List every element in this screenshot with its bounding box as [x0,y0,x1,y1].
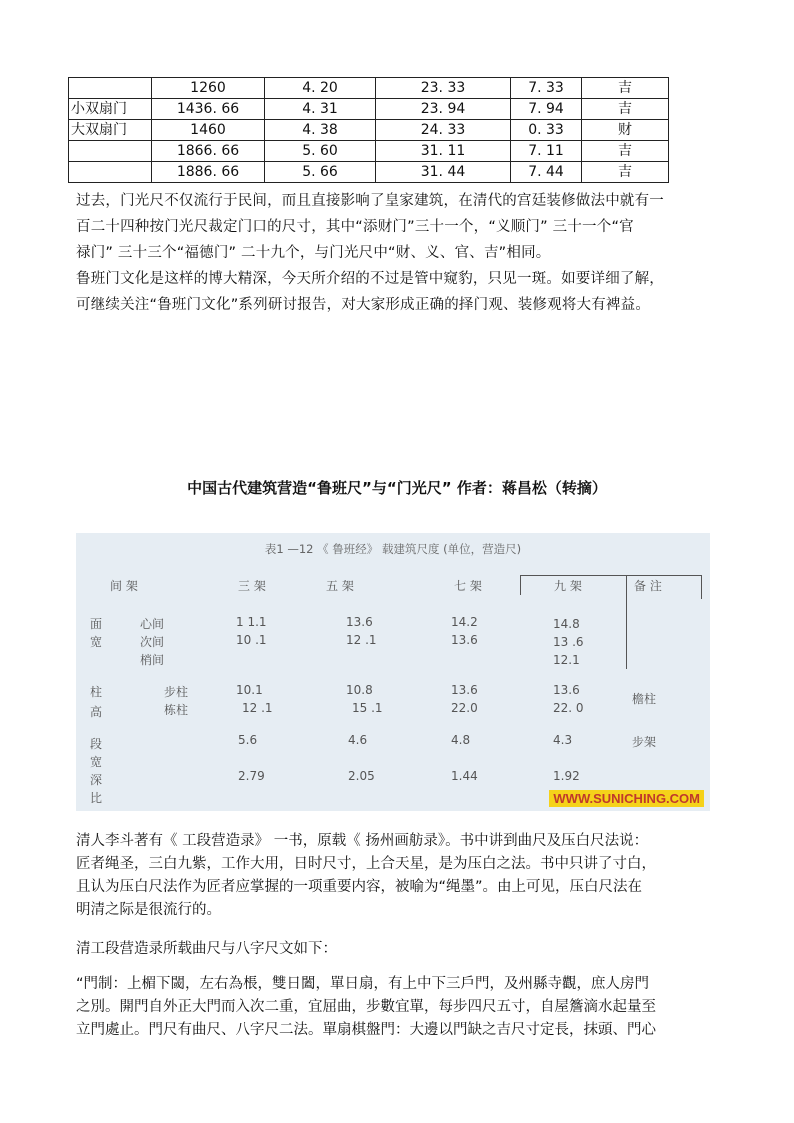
size-cell: 1436. 66 [152,99,265,120]
result-cell: 财 [582,120,669,141]
table-row [69,99,669,120]
data-cell: 15 .1 [352,701,383,715]
value-cell: 23. 33 [376,78,511,99]
row-label [69,162,152,183]
row-label: 小双扇门 [69,99,152,120]
data-cell: 13.6 [346,615,373,629]
table-row [69,78,669,99]
article-title: 中国古代建筑营造“鲁班尺”与“门光尺” 作者：蒋昌松（转摘） [187,479,607,497]
header-sanjia: 三 架 [238,579,266,593]
data-cell: 4.6 [348,733,368,747]
paragraph-classical-text [76,973,718,1042]
header-qijia: 七 架 [454,579,482,593]
figure-rule [626,575,627,669]
text-line: 百二十四种按门光尺裁定门口的尺寸，其中“添财门”三十一个，“义顺门” 三十一个“官 [76,219,634,235]
text-line: 可继续关注“鲁班门文化”系列研讨报告，对大家形成正确的择门观、装修观将大有裨益。 [76,297,651,313]
text-line: “門制：上楣下閾，左右為棖，雙日闔，單日扇，有上中下三戶門，及州縣寺觀，庶人房門 [76,976,650,992]
figure-rule [520,575,702,576]
value-cell: 4. 31 [265,99,376,120]
group-label: 高 [90,705,103,719]
table-row [69,120,669,141]
data-cell: 14.8 [553,617,580,631]
row-label [69,78,152,99]
table-row [69,141,669,162]
text-line: 立門處止。門尺有曲尺、八字尺二法。單扇棋盤門：大邊以門缺之吉尺寸定長，抹頭、門心 [76,1022,656,1038]
value-cell: 7. 33 [511,78,582,99]
value-cell: 5. 66 [265,162,376,183]
result-cell: 吉 [582,99,669,120]
row-name: 栋柱 [164,703,189,717]
group-label: 段 [90,737,103,751]
group-label: 宽 [90,635,103,649]
result-cell: 吉 [582,78,669,99]
data-cell: 13 .6 [553,635,584,649]
data-cell: 1.44 [451,769,478,783]
result-cell: 吉 [582,141,669,162]
value-cell: 7. 11 [511,141,582,162]
note-cell: 檐柱 [632,692,657,706]
paragraph-intro-quote [76,938,718,961]
data-cell: 4.8 [451,733,471,747]
value-cell: 24. 33 [376,120,511,141]
figure-rule [520,575,521,595]
text-line: 明清之际是很流行的。 [76,902,221,918]
data-cell: 4.3 [553,733,573,747]
data-cell: 2.05 [348,769,375,783]
header-jiujia: 九 架 [554,579,582,593]
value-cell: 0. 33 [511,120,582,141]
data-cell: 5.6 [238,733,258,747]
data-cell: 1 1.1 [236,615,267,629]
text-line: 清人李斗著有《 工段营造录》 一书，原载《 扬州画舫录》。书中讲到曲尺及压白尺法说： [76,833,649,849]
data-cell: 10.8 [346,683,373,697]
text-line: 清工段营造录所载曲尺与八字尺文如下： [76,941,337,957]
group-label: 宽 [90,755,103,769]
row-label [69,141,152,162]
result-cell: 吉 [582,162,669,183]
data-cell: 1.92 [553,769,580,783]
data-cell: 2.79 [238,769,265,783]
group-label: 面 [90,617,103,631]
watermark-badge: WWW.SUNICHING.COM [549,790,704,807]
value-cell: 31. 44 [376,162,511,183]
row-label: 大双扇门 [69,120,152,141]
data-cell: 22.0 [451,701,478,715]
data-cell: 22. 0 [553,701,584,715]
value-cell: 31. 11 [376,141,511,162]
value-cell: 23. 94 [376,99,511,120]
value-cell: 4. 20 [265,78,376,99]
size-cell: 1886. 66 [152,162,265,183]
text-line: 过去，门光尺不仅流行于民间，而且直接影响了皇家建筑，在清代的宫廷装修做法中就有一 [76,193,664,209]
door-ruler-table [68,77,669,183]
group-label: 深 [90,773,103,787]
data-cell: 12.1 [553,653,580,667]
paragraph-luban-culture [76,266,726,318]
value-cell: 4. 38 [265,120,376,141]
data-cell: 10 .1 [236,633,267,647]
group-label: 比 [90,791,103,805]
paragraph-imperial-influence [76,188,726,266]
text-line: 鲁班门文化是这样的博大精深，今天所介绍的不过是管中窥豹，只见一斑。如要详细了解， [76,271,664,287]
value-cell: 7. 94 [511,99,582,120]
figure-caption: 表1 —12 《 鲁班经》 载建筑尺度 (单位，营造尺) [264,542,522,556]
text-line: 禄门” 三十三个“福德门” 二十九个，与门光尺中“财、义、官、吉”相同。 [76,245,551,261]
note-cell: 步架 [632,735,657,749]
luban-jing-dimension-figure [76,533,710,811]
data-cell: 12 .1 [242,701,273,715]
figure-rule [701,575,702,599]
row-name: 梢间 [140,653,165,667]
data-cell: 10.1 [236,683,263,697]
data-cell: 13.6 [553,683,580,697]
header-beizhu: 备 注 [634,579,662,593]
header-jianjia: 间 架 [110,579,138,593]
text-line: 之別。開門自外正大門而入次二重，宜屈曲，步數宜單，每步四尺五寸，自屋簷滴水起量至 [76,999,656,1015]
size-cell: 1260 [152,78,265,99]
text-line: 匠者绳圣，三白九紫，工作大用，日时尺寸，上合天星，是为压白之法。书中只讲了寸白， [76,856,656,872]
size-cell: 1460 [152,120,265,141]
group-label: 柱 [90,685,103,699]
data-cell: 12 .1 [346,633,377,647]
value-cell: 5. 60 [265,141,376,162]
data-cell: 13.6 [451,633,478,647]
size-cell: 1866. 66 [152,141,265,162]
table-row [69,162,669,183]
row-name: 心间 [140,617,165,631]
row-name: 次间 [140,635,165,649]
data-cell: 14.2 [451,615,478,629]
paragraph-li-dou [76,830,718,922]
row-name: 步柱 [164,685,189,699]
text-line: 且认为压白尺法作为匠者应掌握的一项重要内容，被喻为“绳墨”。由上可见，压白尺法在 [76,879,643,895]
header-wujia: 五 架 [326,579,354,593]
value-cell: 7. 44 [511,162,582,183]
data-cell: 13.6 [451,683,478,697]
